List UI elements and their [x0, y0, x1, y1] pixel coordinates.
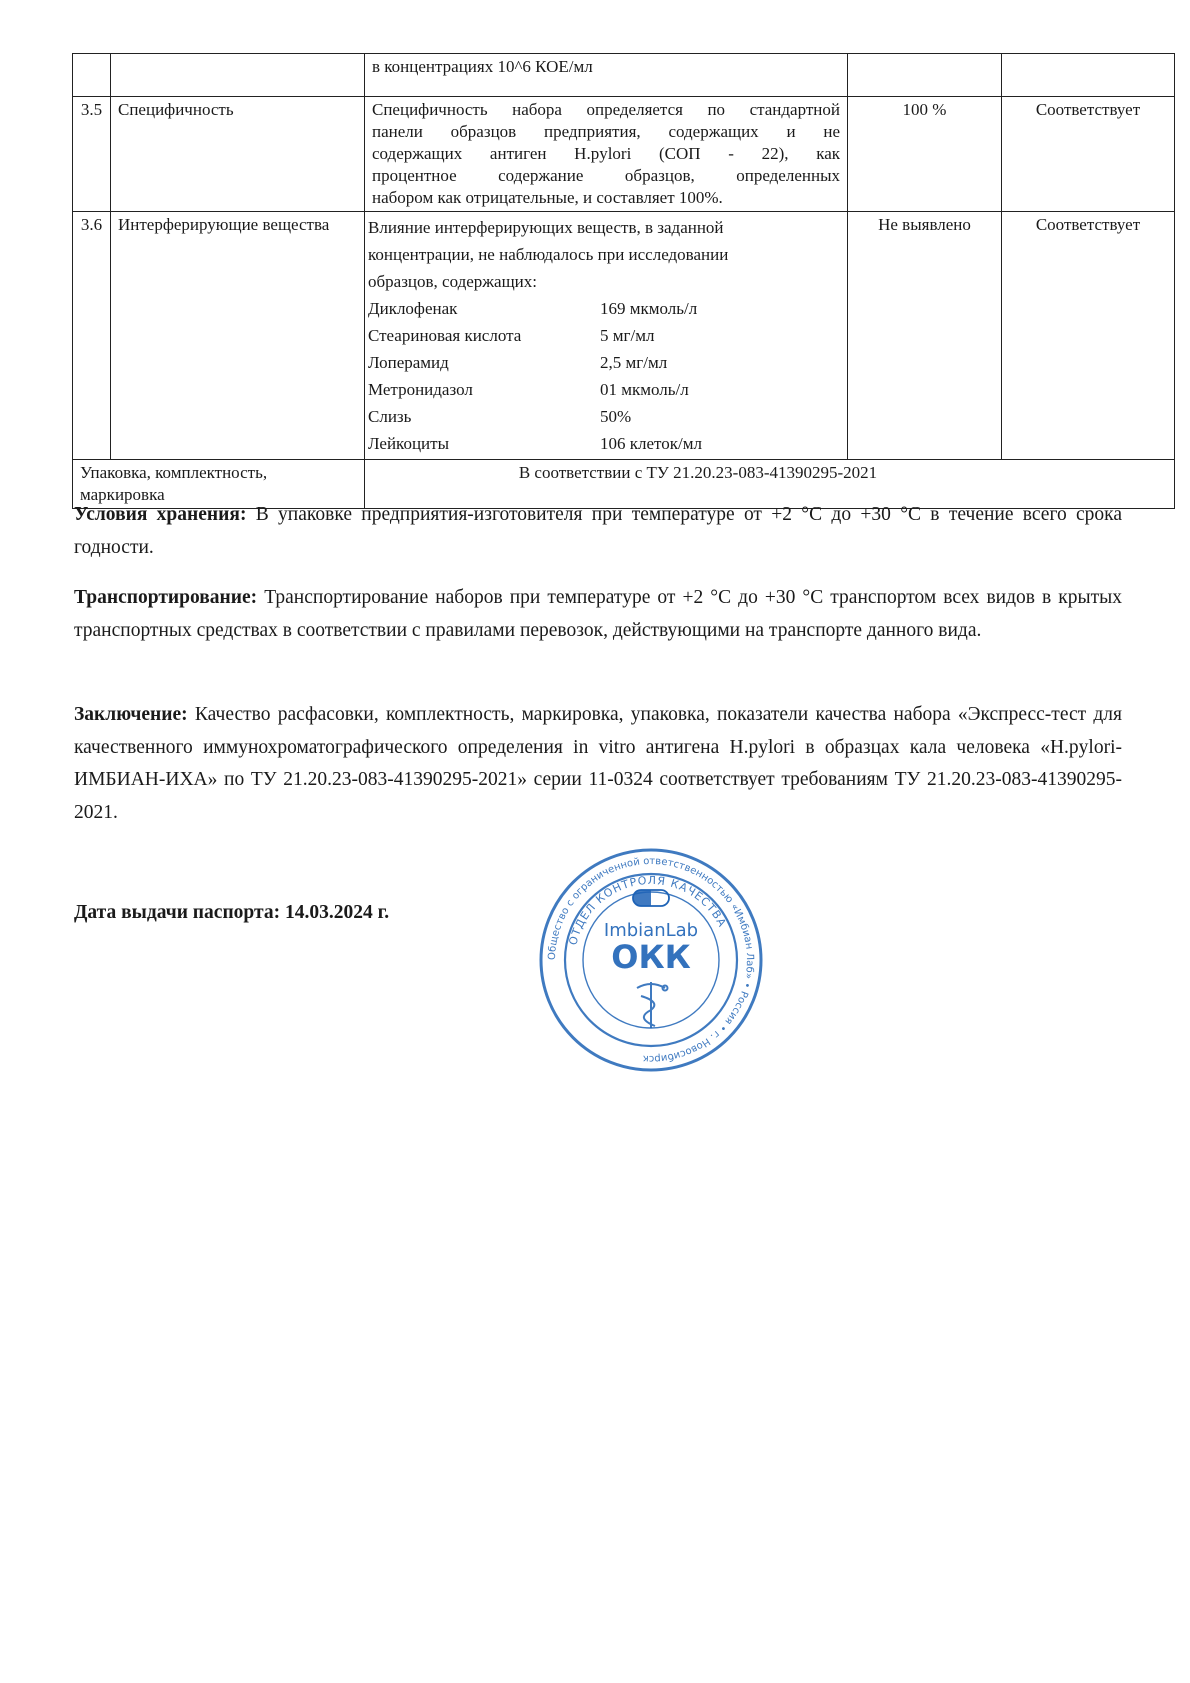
capsule-icon [633, 890, 669, 906]
indicator-name: Интерферирующие вещества [111, 212, 365, 460]
substance-name: Слизь [368, 407, 412, 426]
substance-concentration: 5 мг/мл [600, 326, 655, 345]
result-status: Соответствует [1002, 97, 1175, 212]
substance-name: Лоперамид [368, 353, 449, 372]
criterion-cell: в концентрациях 10^6 КОЕ/мл [365, 54, 848, 97]
criterion-cell [365, 212, 848, 460]
substance-row [368, 295, 840, 322]
measured-value: 100 % [848, 97, 1002, 212]
substance-row [368, 376, 840, 403]
quality-control-stamp [537, 846, 765, 1074]
substance-concentration: 01 мкмоль/л [600, 380, 689, 399]
substance-row [368, 430, 840, 457]
substance-name: Метронидазол [368, 380, 473, 399]
section-label: Заключение: [74, 704, 188, 725]
substance-concentration: 106 клеток/мл [600, 434, 702, 453]
section-label: Транспортирование: [74, 587, 258, 608]
storage-conditions [74, 499, 1122, 564]
substance-row [368, 403, 840, 430]
packaging-label: Упаковка, комплектность, маркировка [73, 460, 365, 509]
text-line: содержащих антиген H.pylori (СОП - 22), как [372, 144, 840, 163]
measured-value: Не выявлено [848, 212, 1002, 460]
text-line: Влияние интерферирующих веществ, в заданной [368, 218, 724, 237]
stamp-brand: ImbianLab [603, 920, 699, 941]
substance-name: Стеариновая кислота [368, 326, 522, 345]
caduceus-icon [637, 982, 668, 1028]
stamp-abbreviation: ОКК [611, 938, 691, 976]
row-number: 3.5 [73, 97, 111, 212]
specification-table [72, 53, 1175, 509]
substance-row [368, 349, 840, 376]
table-cell [848, 54, 1002, 97]
table-row [73, 54, 1175, 97]
stamp-inner-text-path: ОТДЕЛ КОНТРОЛЯ КАЧЕСТВА [566, 873, 729, 947]
table-row [73, 212, 1175, 460]
substance-row [368, 322, 840, 349]
substance-name: Диклофенак [368, 299, 458, 318]
text-line: процентное содержание образцов, определенных [372, 166, 840, 185]
text-line: набором как отрицательные, и составляет 100%. [372, 188, 723, 207]
transportation [74, 582, 1122, 647]
table-cell [111, 54, 365, 97]
criterion-cell [365, 97, 848, 212]
indicator-name: Специфичность [111, 97, 365, 212]
substance-concentration: 2,5 мг/мл [600, 353, 668, 372]
result-status: Соответствует [1002, 212, 1175, 460]
issue-date: Дата выдачи паспорта: 14.03.2024 г. [74, 902, 390, 923]
row-number: 3.6 [73, 212, 111, 460]
packaging-value: В соответствии с ТУ 21.20.23-083-41390295-2021 [365, 460, 1175, 509]
section-text: Транспортирование наборов при температуре от +2 °С до +30 °С транспортом всех видов в крытых транспортных средствах в соответствии с правилами перевозок, действующими на транспорте данного вида. [74, 587, 1123, 641]
text-line: образцов, содержащих: [368, 272, 537, 291]
table-cell [73, 54, 111, 97]
text-line: Специфичность набора определяется по стандартной [372, 100, 840, 119]
text-line: панели образцов предприятия, содержащих и не [372, 122, 840, 141]
section-text: В упаковке предприятия-изготовителя при температуре от +2 °С до +30 °С в течение всего срока годности. [74, 504, 1122, 558]
text-line: концентрации, не наблюдалось при исследовании [368, 245, 729, 264]
table-row [73, 97, 1175, 212]
table-cell [1002, 54, 1175, 97]
substance-concentration: 169 мкмоль/л [600, 299, 698, 318]
section-text: Качество расфасовки, комплектность, маркировка, упаковка, показатели качества набора «Экспресс-тест для качественного иммунохроматографического определения in vitro антигена H.pylori в образцах кала человека «H.pylori-ИМБИАН-ИХА» по ТУ 21.20.23-083-41390295-2021» серии 11-0324 соответствует требованиям ТУ 21.20.23-083-41390295-2021. [74, 704, 1122, 823]
stamp-outer-text-path: Общество с ограниченной ответственностью «Имбиан Лаб» • Россия • г. Новосибирск [546, 855, 756, 1065]
conclusion [74, 699, 1122, 829]
substance-concentration: 50% [600, 407, 632, 426]
section-label: Условия хранения: [74, 504, 247, 525]
substance-name: Лейкоциты [368, 434, 449, 453]
